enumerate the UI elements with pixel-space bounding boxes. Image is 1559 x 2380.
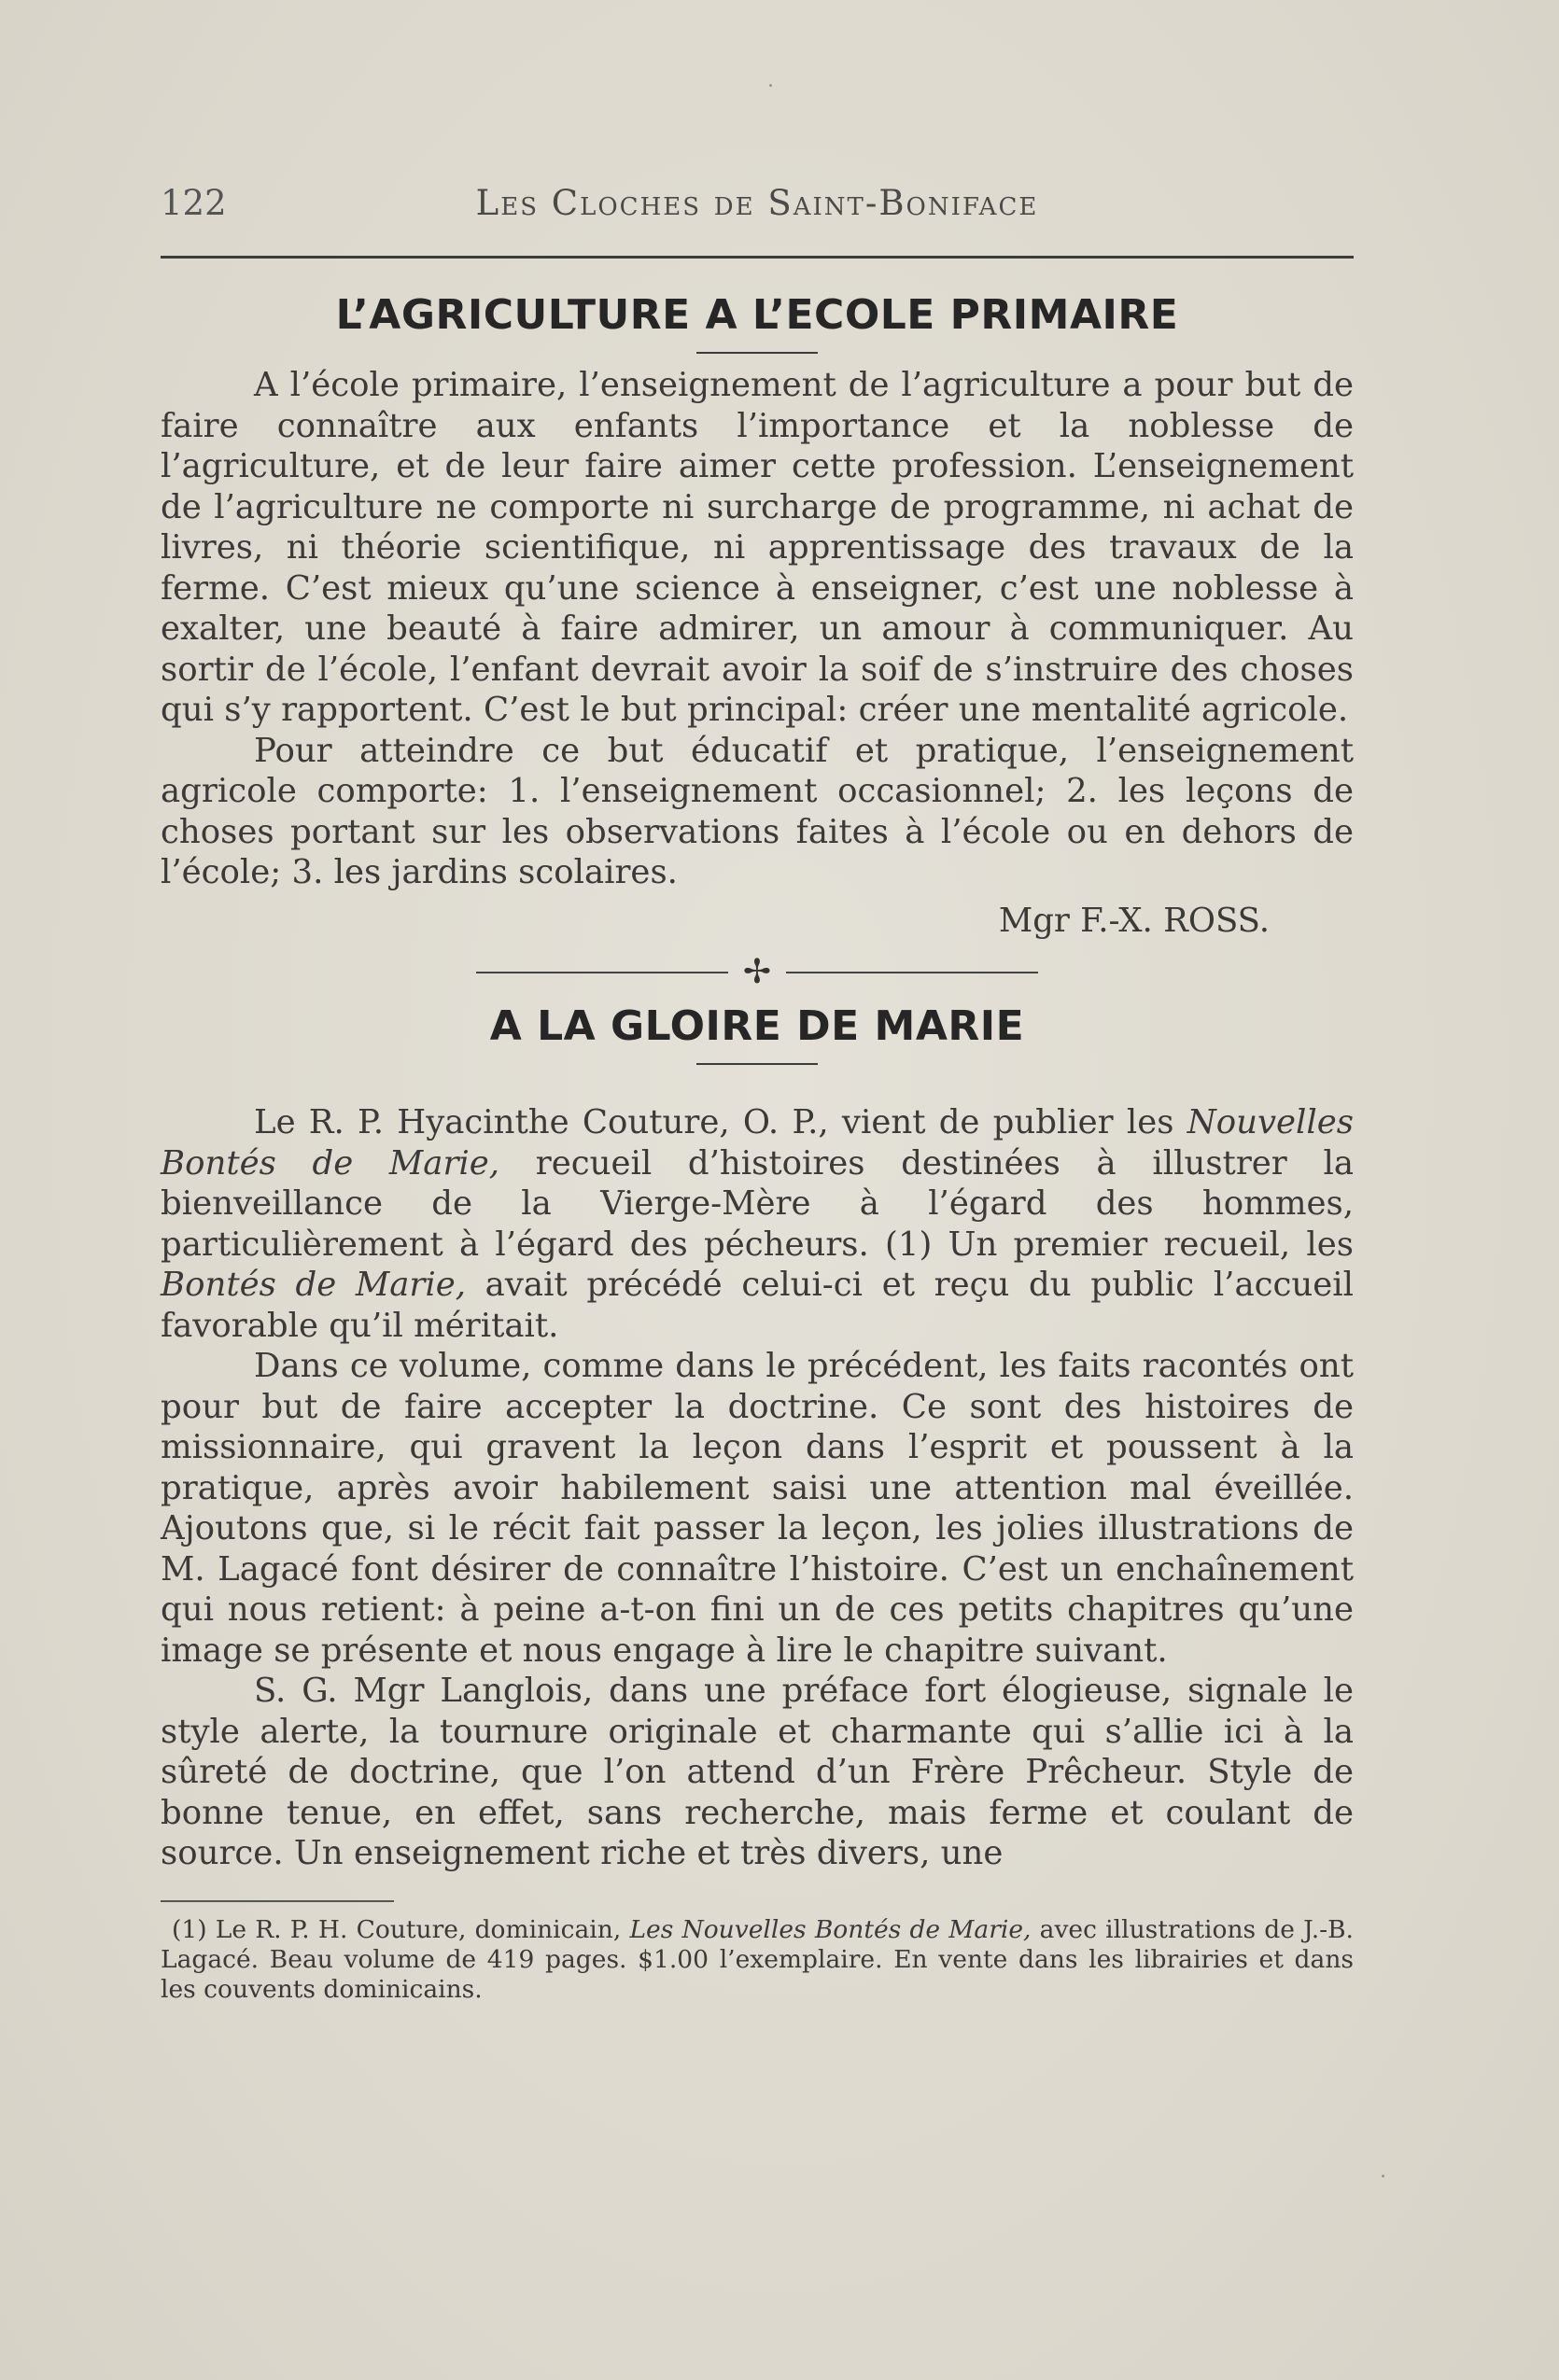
page-number: 122 [161,183,227,223]
paper-speck [1382,2175,1384,2177]
book-title: Nouvelles Bontés de Marie, [161,1103,1354,1183]
paper-speck [769,84,772,87]
text-column [161,291,1354,2005]
paragraph: Le R. P. Hyacinthe Couture, O. P., vient de publier les Nouvelles Bontés de Marie, recueil d’histoires destinées à illustrer la bienveillance de la Vierge-Mère à l’égard des hommes, particulièrement à l’égard des pécheurs. (1) Un premier recueil, les Bontés de Marie, avait précédé celui-ci et reçu du public l’accueil favorable qu’il méritait. [161,1103,1354,1345]
article-title-marie: A LA GLOIRE DE MARIE [489,1002,1025,1050]
section-separator [161,954,1354,991]
article-title-agriculture: L’AGRICULTURE A L’ECOLE PRIMAIRE [335,291,1179,339]
author-signature: Mgr F.-X. ROSS. [998,901,1270,940]
cross-ornament-icon: ✢ [742,953,772,991]
book-title: Les Nouvelles Bontés de Marie, [629,1914,1032,1944]
title-underline [696,352,818,354]
header-rule [161,256,1354,259]
book-title: Bontés de Marie, [161,1266,467,1304]
separator-line [786,972,1038,973]
footnote: (1) Le R. P. H. Couture, dominicain, Les Nouvelles Bontés de Marie, avec illustrations de J.-B. Lagacé. Beau volume de 419 pages. $1.00 l’exemplaire. En vente dans les librairies et dans les couvents dominicains. [161,1914,1354,2004]
title-underline [696,1063,818,1065]
footnote-rule [161,1900,394,1902]
page-header [161,183,1354,239]
paragraph: Dans ce volume, comme dans le précédent, les faits racontés ont pour but de faire accepter la doctrine. Ce sont des histoires de missionnaire, qui gravent la leçon dans l’esprit et poussent à la pratique, après avoir habilement saisi une attention mal éveillée. Ajoutons que, si le récit fait passer la leçon, les jolies illustrations de M. Lagacé font désirer de connaître l’histoire. C’est un enchaînement qui nous retient: à peine a-t-on fini un de ces petits chapitres qu’une image se présente et nous engage à lire le chapitre suivant. [161,1347,1354,1670]
separator-line [476,972,728,973]
paragraph: S. G. Mgr Langlois, dans une préface fort élogieuse, signale le style alerte, la tournure originale et charmante qui s’allie ici à la sûreté de doctrine, que l’on attend d’un Frère Prêcheur. Style de bonne tenue, en effet, sans recherche, mais ferme et coulant de source. Un enseignement riche et très divers, une [161,1672,1354,1872]
paragraph: A l’école primaire, l’enseignement de l’agriculture a pour but de faire connaître aux enfants l’importance et la noblesse de l’agriculture, et de leur faire aimer cette profession. L’enseignement de l’agriculture ne comporte ni surcharge de programme, ni achat de livres, ni théorie scientifique, ni apprentissage des travaux de la ferme. C’est mieux qu’une science à enseigner, c’est une noblesse à exalter, une beauté à faire admirer, un amour à communiquer. Au sortir de l’école, l’enfant devrait avoir la soif de s’instruire des choses qui s’y rapportent. C’est le but principal: créer une mentalité agricole. [161,366,1354,729]
running-title: Les Cloches de Saint-Boniface [475,183,1039,223]
paragraph: Pour atteindre ce but éducatif et pratique, l’enseignement agricole comporte: 1. l’enseignement occasionnel; 2. les leçons de choses portant sur les observations faites à l’école ou en dehors de l’école; 3. les jardins scolaires. [161,731,1354,891]
